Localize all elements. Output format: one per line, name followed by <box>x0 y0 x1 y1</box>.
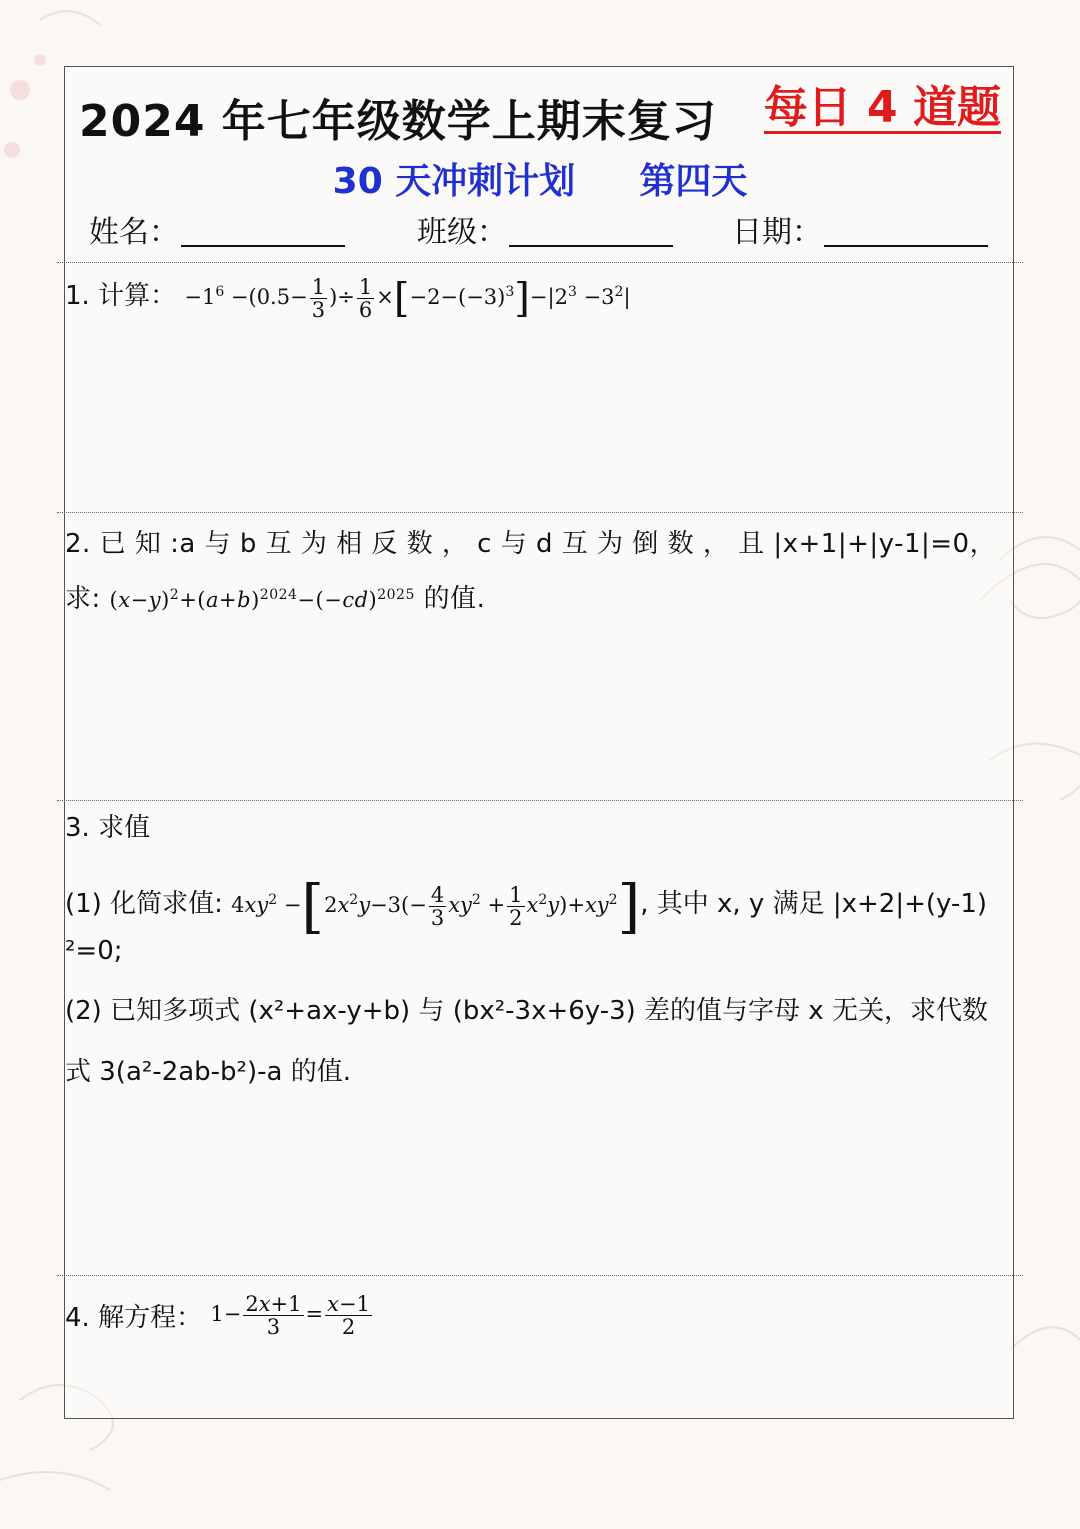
subtitle-plan: 30 天冲刺计划 <box>332 161 576 202</box>
subtitle-day: 第四天 <box>639 161 748 202</box>
divider <box>57 262 1023 263</box>
q4-label: 4. 解方程： <box>65 1303 203 1333</box>
date-label: 日期： <box>732 215 822 250</box>
date-blank[interactable] <box>824 221 988 247</box>
divider <box>57 800 1023 801</box>
question-3 <box>65 807 988 1088</box>
name-blank[interactable] <box>181 221 345 247</box>
q1-expression: $-1^6 -(0.5-$ $\frac{1}{3}$ )÷ $\frac{1}{6}$ $\times[-2-(-3)^3]-|2^3 -3^2|$ <box>184 275 631 322</box>
q2-condition: 2. 已 知 :a 与 b 互 为 相 反 数 ， c 与 d 互 为 倒 数 ， 且 |x+1|+|y-1|=0， <box>65 529 997 559</box>
q3-part1-continued: ²=0; <box>65 936 123 966</box>
class-blank[interactable] <box>509 221 673 247</box>
q2-expression: $(x-y)^2+(a+b)^{2024}-(-cd)^{2025}$ <box>109 587 415 612</box>
q4-equation: 1− $\frac{2x+1}{3}$ = $\frac{x-1}{2}$ <box>210 1292 370 1339</box>
q3-part1-expression: $4xy^2 -[2x^2y-3(-$ $\frac{4}{3}$ $xy^2$ + $\frac{1}{2}$ $x^2y)+xy^2$] <box>231 872 641 941</box>
subtitle <box>65 153 1015 204</box>
q2-prefix: 求: <box>65 584 101 614</box>
title-row <box>79 82 1009 147</box>
question-1 <box>65 275 631 322</box>
q3-part2-line2: 式 3(a²-2ab-b²)-a 的值. <box>65 1057 351 1087</box>
worksheet <box>64 66 1014 1419</box>
question-2 <box>65 523 996 615</box>
q3-part1-condition: , 其中 x, y 满足 |x+2|+(y-1) <box>640 889 988 919</box>
question-4 <box>65 1293 374 1338</box>
q1-label: 1. 计算： <box>65 281 177 311</box>
q2-suffix: 的值. <box>423 584 486 614</box>
class-label: 班级： <box>417 215 507 250</box>
divider <box>57 512 1023 513</box>
class-field[interactable] <box>417 207 673 251</box>
daily-badge: 每日 4 道题 <box>763 82 1001 133</box>
name-field[interactable] <box>89 207 345 251</box>
name-label: 姓名： <box>89 215 179 250</box>
divider <box>57 1275 1023 1276</box>
date-field[interactable] <box>732 207 988 251</box>
page-title: 2024 年七年级数学上期末复习 <box>79 96 717 147</box>
q3-title: 3. 求值 <box>65 813 151 843</box>
q3-part2-line1: (2) 已知多项式 (x²+ax-y+b) 与 (bx²-3x+6y-3) 差的值与字母 x 无关，求代数 <box>65 996 988 1026</box>
q3-part1-prefix: (1) 化简求值: <box>65 889 223 919</box>
